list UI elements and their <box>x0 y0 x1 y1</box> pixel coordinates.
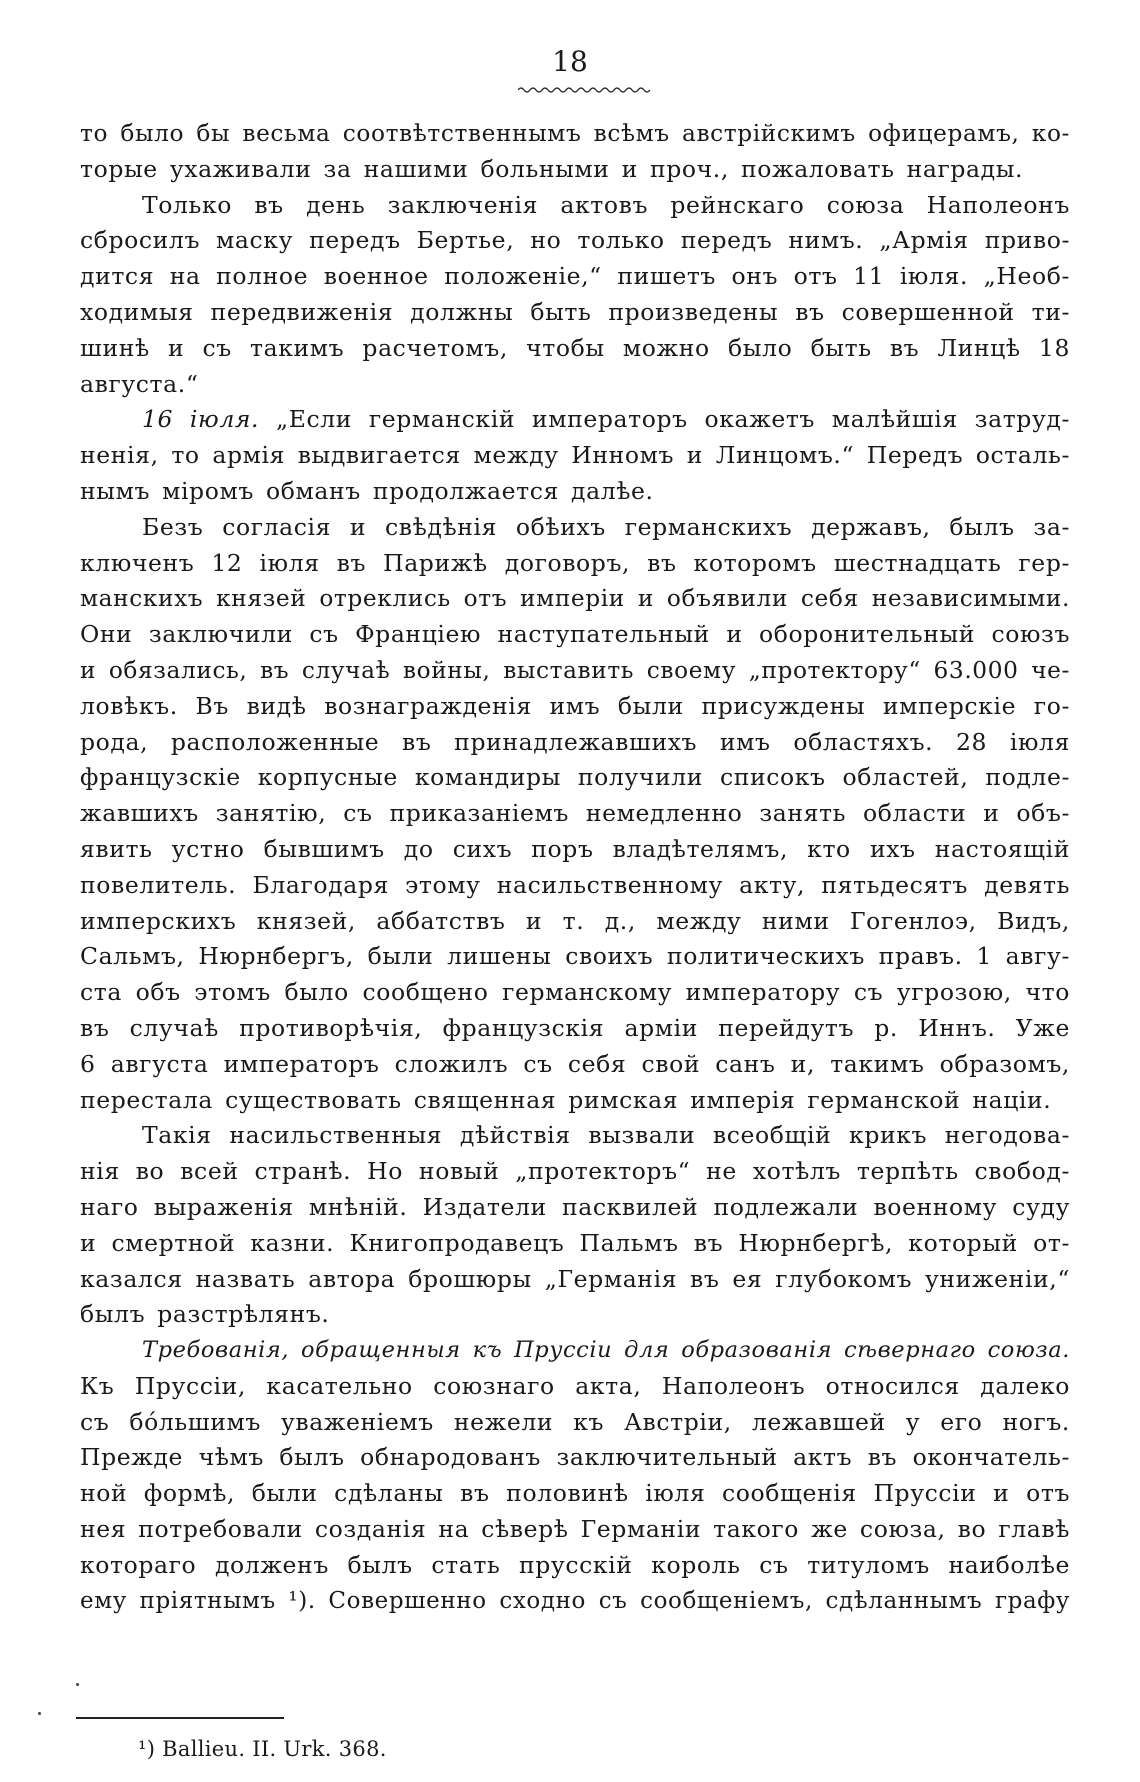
footnote-divider <box>76 1717 284 1719</box>
text-line: имперскихъ князей, аббатствъ и т. д., между ними Гогенлоэ, Видъ, <box>80 906 1070 935</box>
text-line: въ случаѣ противорѣчія, французскія арміи перейдутъ р. Иннъ. Уже <box>80 1013 1070 1042</box>
text-line: ходимыя передвиженія должны быть произведены въ совершенной ти- <box>80 297 1070 326</box>
text-line: съ бо́льшимъ уваженіемъ нежели къ Австріи, лежавшей у его ногъ. <box>80 1407 1070 1436</box>
text-line: рода, расположенные въ принадлежавшихъ имъ областяхъ. 28 іюля <box>80 727 1070 756</box>
text-line: Такія насильственныя дѣйствія вызвали всеобщій крикъ негодова- <box>142 1121 1070 1150</box>
text-line: казался назвать автора брошюры „Германія въ ея глубокомъ униженіи,“ <box>80 1264 1070 1293</box>
text-line: Прежде чѣмъ былъ обнародованъ заключительный актъ въ окончатель- <box>80 1443 1070 1472</box>
text-line: ненія, то армія выдвигается между Инномъ и Линцомъ.“ Передъ осталь- <box>80 441 1070 470</box>
text-line: нія во всей странѣ. Но новый „протекторъ“ не хотѣлъ терпѣть свобод- <box>80 1157 1070 1186</box>
text-line: наго выраженія мнѣній. Издатели пасквилей подлежали военному суду <box>80 1192 1070 1221</box>
text-line: нея потребовали созданія на сѣверѣ Германіи такого же союза, во главѣ <box>80 1515 1070 1544</box>
scan-speck <box>38 1712 41 1715</box>
scan-speck <box>76 1683 79 1686</box>
text-line: нымъ міромъ обманъ продолжается далѣе. <box>80 476 654 505</box>
text-line: повелитель. Благодаря этому насильственному акту, пятьдесятъ девять <box>80 870 1070 899</box>
text-line-rest: „Если германскій императоръ окажетъ малѣйшія затруд- <box>275 405 1070 434</box>
text-line: жавшихъ занятію, съ приказаніемъ немедленно занять области и объ- <box>80 799 1070 828</box>
text-line: перестала существовать священная римская имперія германской націи. <box>80 1085 1052 1114</box>
text-line: и смертной казни. Книгопродавецъ Пальмъ въ Нюрнбергѣ, который от- <box>80 1228 1070 1257</box>
text-line: то было бы весьма соотвѣтственнымъ всѣмъ австрійскимъ офицерамъ, ко- <box>80 120 1070 147</box>
text-line: Они заключили съ Франціею наступательный и оборонительный союзъ <box>80 620 1070 649</box>
text-line: шинѣ и съ такимъ расчетомъ, чтобы можно было быть въ Линцѣ 18 <box>80 333 1070 362</box>
text-line: Только въ день заключенія актовъ рейнскаго союза Наполеонъ <box>142 190 1070 219</box>
text-line: Къ Пруссіи, касательно союзнаго акта, Наполеонъ относился далеко <box>80 1371 1070 1400</box>
text-line: Сальмъ, Нюрнбергъ, были лишены своихъ политическихъ правъ. 1 авгу- <box>80 942 1070 971</box>
text-line: 6 августа императоръ сложилъ съ себя свой санъ и, такимъ образомъ, <box>80 1049 1070 1078</box>
footnote: ¹) Ballieu. II. Urk. 368. <box>138 1737 387 1761</box>
text-line: ста объ этомъ было сообщено германскому императору съ угрозою, что <box>80 978 1070 1007</box>
text-line: ной формѣ, были сдѣланы въ половинѣ іюля сообщенія Пруссіи и отъ <box>80 1479 1070 1508</box>
main-text <box>80 116 1070 1619</box>
text-line: былъ разстрѣлянъ. <box>80 1300 330 1329</box>
section-heading: Требованія, обращенныя къ Пруссіи для образованія сѣвернаго союза. <box>142 1337 1070 1364</box>
text-line: явить устно бывшимъ до сихъ поръ владѣтелямъ, кто ихъ настоящій <box>80 834 1070 863</box>
text-line: дится на полное военное положеніе,“ пишетъ онъ отъ 11 іюля. „Необ- <box>80 262 1070 291</box>
text-line: сбросилъ маску передъ Бертье, но только передъ нимъ. „Армія приво- <box>80 226 1070 255</box>
text-line <box>80 402 1070 438</box>
text-line: ему пріятнымъ ¹). Совершенно сходно съ сообщеніемъ, сдѣланнымъ графу <box>80 1587 1070 1614</box>
text-line: августа.“ <box>80 369 199 398</box>
text-line: ключенъ 12 іюля въ Парижѣ договоръ, въ которомъ шестнадцать гер- <box>80 548 1070 577</box>
text-line: манскихъ князей отреклись отъ имперіи и объявили себя независимыми. <box>80 585 1070 613</box>
page-number-ornament <box>518 86 652 94</box>
text-line: французскіе корпусные командиры получили списокъ областей, подле- <box>80 763 1070 792</box>
text-line: котораго долженъ былъ стать прусскій король съ титуломъ наиболѣе <box>80 1550 1070 1579</box>
text-line: ловѣкъ. Въ видѣ вознагражденія имъ были присуждены имперскіе го- <box>80 691 1070 720</box>
text-line: Безъ согласія и свѣдѣнія обѣихъ германскихъ державъ, былъ за- <box>142 512 1070 541</box>
page-number: 18 <box>552 45 588 78</box>
text-line: торые ухаживали за нашими больными и проч., пожаловать награды. <box>80 154 1024 183</box>
text-line: и обязались, въ случаѣ войны, выставить своему „протектору“ 63.000 че- <box>80 656 1070 684</box>
date-lead: 16 іюля. <box>142 405 260 434</box>
